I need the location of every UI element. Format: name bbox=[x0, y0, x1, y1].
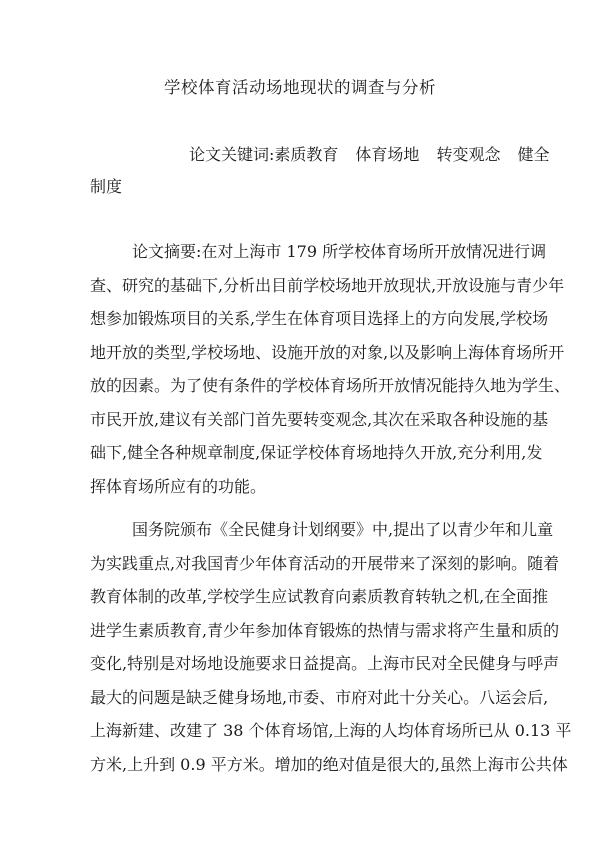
text-line: 市民开放,建议有关部门首先要转变观念,其次在采取各种设施的基 bbox=[90, 409, 549, 429]
keywords-label: 论文关键词: bbox=[189, 145, 275, 164]
text-line: 最大的问题是缺乏健身场地,市委、市府对此十分关心。八运会后, bbox=[90, 687, 549, 707]
text-line: 为实践重点,对我国青少年体育活动的开展带来了深刻的影响。随着 bbox=[90, 553, 560, 573]
keywords-continuation: 制度 bbox=[90, 177, 123, 196]
text-line: 国务院颁布《全民健身计划纲要》中,提出了以青少年和儿童 bbox=[132, 520, 554, 539]
text-line: 放的因素。为了使有条件的学校体育场所开放情况能持久地为学生、 bbox=[90, 376, 571, 395]
text-line: 教育体制的改革,学校学生应试教育向素质教育转轨之机,在全面推 bbox=[90, 587, 549, 606]
text-line: 查、研究的基础下,分析出目前学校场地开放现状,开放设施与青少年 bbox=[90, 275, 565, 295]
text-line: 进学生素质教育,青少年参加体育锻炼的热情与需求将产生量和质的 bbox=[90, 620, 560, 640]
body-paragraph bbox=[90, 513, 572, 781]
text-line: 想参加锻炼项目的关系,学生在体育项目选择上的方向发展,学校场 bbox=[90, 309, 549, 328]
text-line: 上海新建、改建了 38 个体育场馆,上海的人均体育场所已从 0.13 平 bbox=[90, 721, 572, 740]
keyword-term: 转变观念 bbox=[436, 145, 501, 164]
text-line: 挥体育场所应有的功能。 bbox=[90, 476, 267, 496]
text-line: 论文摘要:在对上海市 179 所学校体育场所开放情况进行调 bbox=[132, 242, 547, 261]
keyword-term: 健全 bbox=[517, 145, 550, 164]
keyword-term: 体育场地 bbox=[355, 145, 420, 164]
text-line: 地开放的类型,学校场地、设施开放的对象,以及影响上海体育场所开 bbox=[90, 342, 565, 362]
text-line: 础下,健全各种规章制度,保证学校体育场地持久开放,充分利用,发 bbox=[90, 443, 543, 462]
text-line: 变化,特别是对场地设施要求日益提高。上海市民对全民健身与呼声 bbox=[90, 654, 560, 673]
abstract-paragraph bbox=[90, 235, 571, 503]
keyword-term: 素质教育 bbox=[274, 145, 339, 164]
keywords-line bbox=[189, 144, 549, 166]
text-line: 方米,上升到 0.9 平方米。增加的绝对值是很大的,虽然上海市公共体 bbox=[90, 754, 568, 774]
document-title: 学校体育活动场地现状的调查与分析 bbox=[164, 78, 436, 97]
